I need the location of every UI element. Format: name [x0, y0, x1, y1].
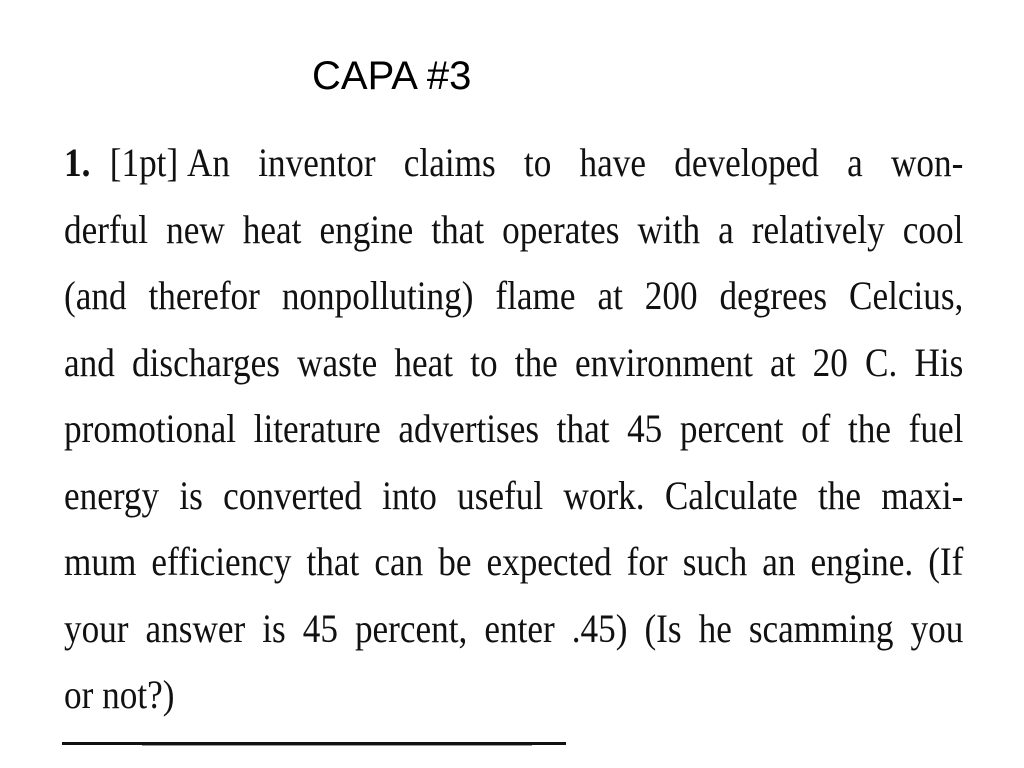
horizontal-rule [62, 742, 566, 745]
problem-line-text: An inventor claims to have developed a won- [186, 140, 964, 185]
problem-line: energy is converted into useful work. Calculate the maxi- [64, 472, 964, 518]
problem-line: or not?) [64, 672, 175, 717]
problem-line [64, 130, 963, 197]
problem-text [64, 130, 964, 729]
problem-line: your answer is 45 percent, enter .45) (Is he scamming you [64, 605, 964, 651]
problem-line: promotional literature advertises that 45 percent of the fuel [64, 406, 964, 451]
problem-line: mum efficiency that can be expected for such an engine. (If [64, 539, 964, 584]
problem-line: derful new heat engine that operates with a relatively cool [64, 206, 964, 252]
problem-number: 1. [64, 140, 91, 185]
problem-line: (and therefor nonpolluting) flame at 200 degrees Celcius, [64, 273, 964, 318]
problem-line: and discharges waste heat to the environment at 20 C. His [64, 339, 964, 385]
problem-points: [1pt] [109, 140, 179, 185]
slide-title: CAPA #3 [312, 54, 472, 98]
